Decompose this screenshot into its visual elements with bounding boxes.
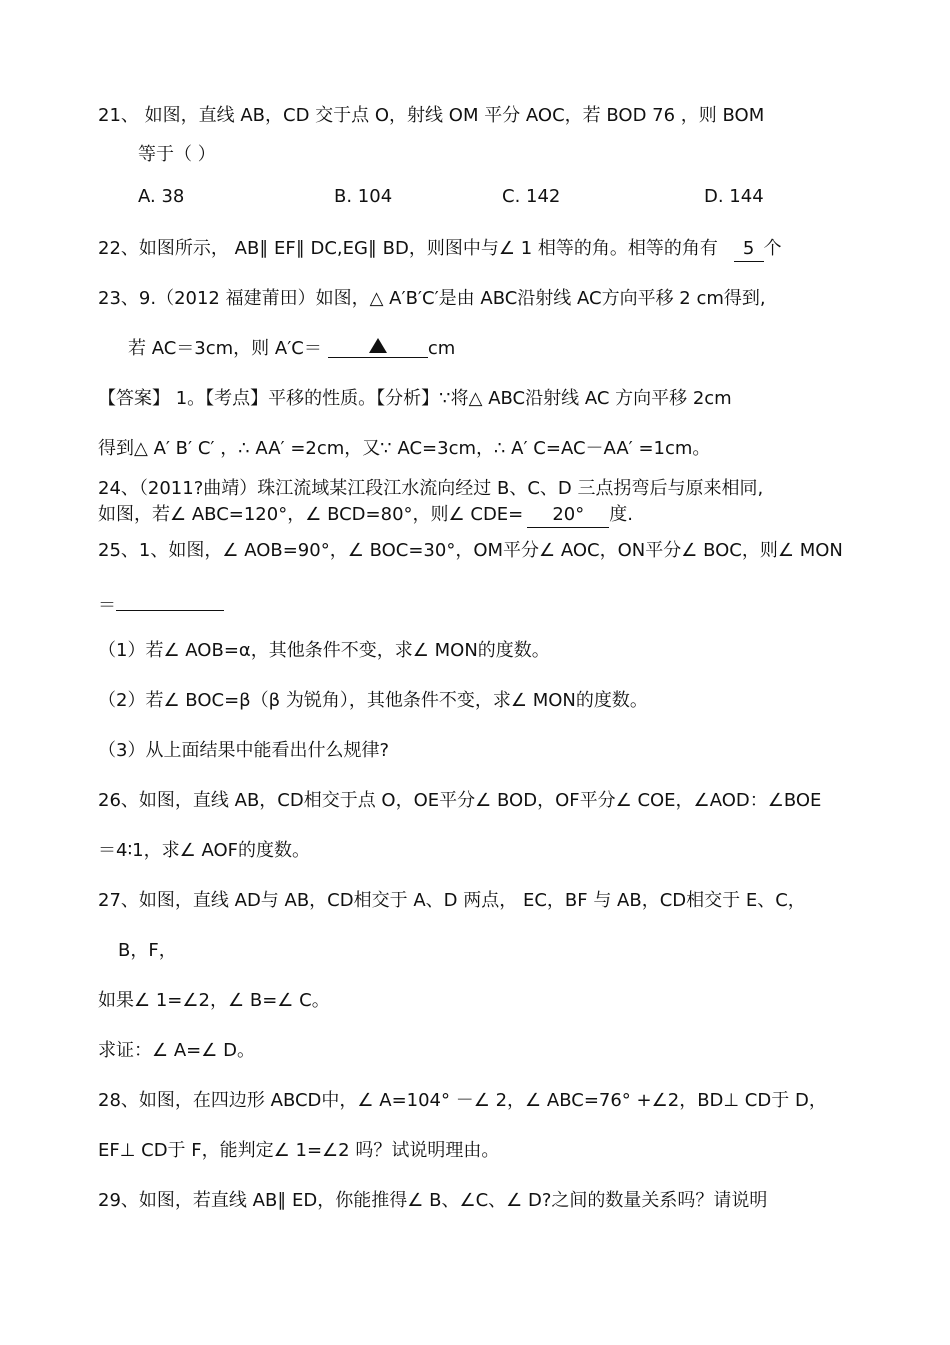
q23-answer-blank	[328, 337, 428, 358]
q21-option-a: A. 38	[138, 186, 185, 207]
q27-line2: B，F，	[118, 940, 177, 961]
q24-line2-suffix: 度.	[609, 504, 633, 525]
q25-sub1: （1）若∠ AOB=α，其他条件不变，求∠ MON的度数。	[98, 640, 550, 661]
q21-line2: 等于（ ）	[138, 144, 216, 165]
q23-answer-line2: 得到△ A′ B′ C′ ，∴ AA′ =2cm，又∵ AC=3cm，∴ A′ C=AC－AA′ =1cm。	[98, 438, 711, 459]
q26-line2: ＝4∶1，求∠ AOF的度数。	[98, 840, 310, 861]
q25-line2	[98, 592, 224, 618]
q21-line1: 21、 如图，直线 AB，CD 交于点 O，射线 OM 平分 AOC，若 BOD 76 ，则 BOM	[98, 105, 765, 126]
q22-text: 22、如图所示， AB∥ EF∥ DC,EG∥ BD，则图中与∠ 1 相等的角。相等的角有	[98, 238, 718, 259]
q23-line1: 23、9.（2012 福建莆田）如图，△ A′B′C′是由 ABC沿射线 AC方向平移 2 cm得到,	[98, 288, 766, 309]
q23-answer-line1: 【答案】 1。【考点】平移的性质。【分析】∵将△ ABC沿射线 AC 方向平移 2cm	[98, 388, 732, 409]
q26-line1: 26、如图，直线 AB，CD相交于点 O，OE平分∠ BOD，OF平分∠ COE，∠AOD：∠BOE	[98, 790, 822, 811]
q21-option-d: D. 144	[704, 186, 764, 207]
q25-sub2: （2）若∠ BOC=β（β 为锐角），其他条件不变，求∠ MON的度数。	[98, 690, 648, 711]
q25-blank	[116, 592, 224, 611]
q25-equals: ＝	[98, 595, 116, 616]
q27-line3: 如果∠ 1=∠2，∠ B=∠ C。	[98, 990, 330, 1011]
q28-line1: 28、如图，在四边形 ABCD中，∠ A=104° －∠ 2，∠ ABC=76° +∠2，BD⊥ CD于 D，	[98, 1090, 827, 1111]
q25-line1: 25、1、如图，∠ AOB=90°，∠ BOC=30°，OM平分∠ AOC，ON平分∠ BOC，则∠ MON	[98, 540, 843, 561]
q23-line2-prefix: 若 AC＝3cm，则 A′C＝	[128, 338, 322, 359]
triangle-icon	[369, 338, 387, 353]
q25-sub3: （3）从上面结果中能看出什么规律?	[98, 740, 390, 761]
q22	[98, 237, 782, 262]
q21-option-b: B. 104	[334, 186, 393, 207]
q28-line2: EF⊥ CD于 F，能判定∠ 1=∠2 吗？试说明理由。	[98, 1140, 500, 1161]
q24-line2	[98, 503, 633, 528]
q22-suffix: 个	[763, 238, 782, 259]
q21-option-c: C. 142	[502, 186, 561, 207]
q23-unit: cm	[427, 338, 456, 359]
q27-line1: 27、如图，直线 AD与 AB，CD相交于 A、D 两点， EC，BF 与 AB，CD相交于 E、C，	[98, 890, 806, 911]
q24-answer: 20°	[527, 503, 609, 528]
q29-line1: 29、如图，若直线 AB∥ ED，你能推得∠ B、∠C、∠ D?之间的数量关系吗？请说明	[98, 1190, 768, 1211]
q24-line1: 24、（2011?曲靖）珠江流域某江段江水流向经过 B、C、D 三点拐弯后与原来相同,	[98, 478, 764, 499]
q23-line2	[128, 337, 455, 361]
q22-answer: 5	[734, 237, 764, 262]
q27-line4: 求证：∠ A=∠ D。	[98, 1040, 255, 1061]
q24-line2-prefix: 如图，若∠ ABC=120°，∠ BCD=80°，则∠ CDE=	[98, 504, 524, 525]
